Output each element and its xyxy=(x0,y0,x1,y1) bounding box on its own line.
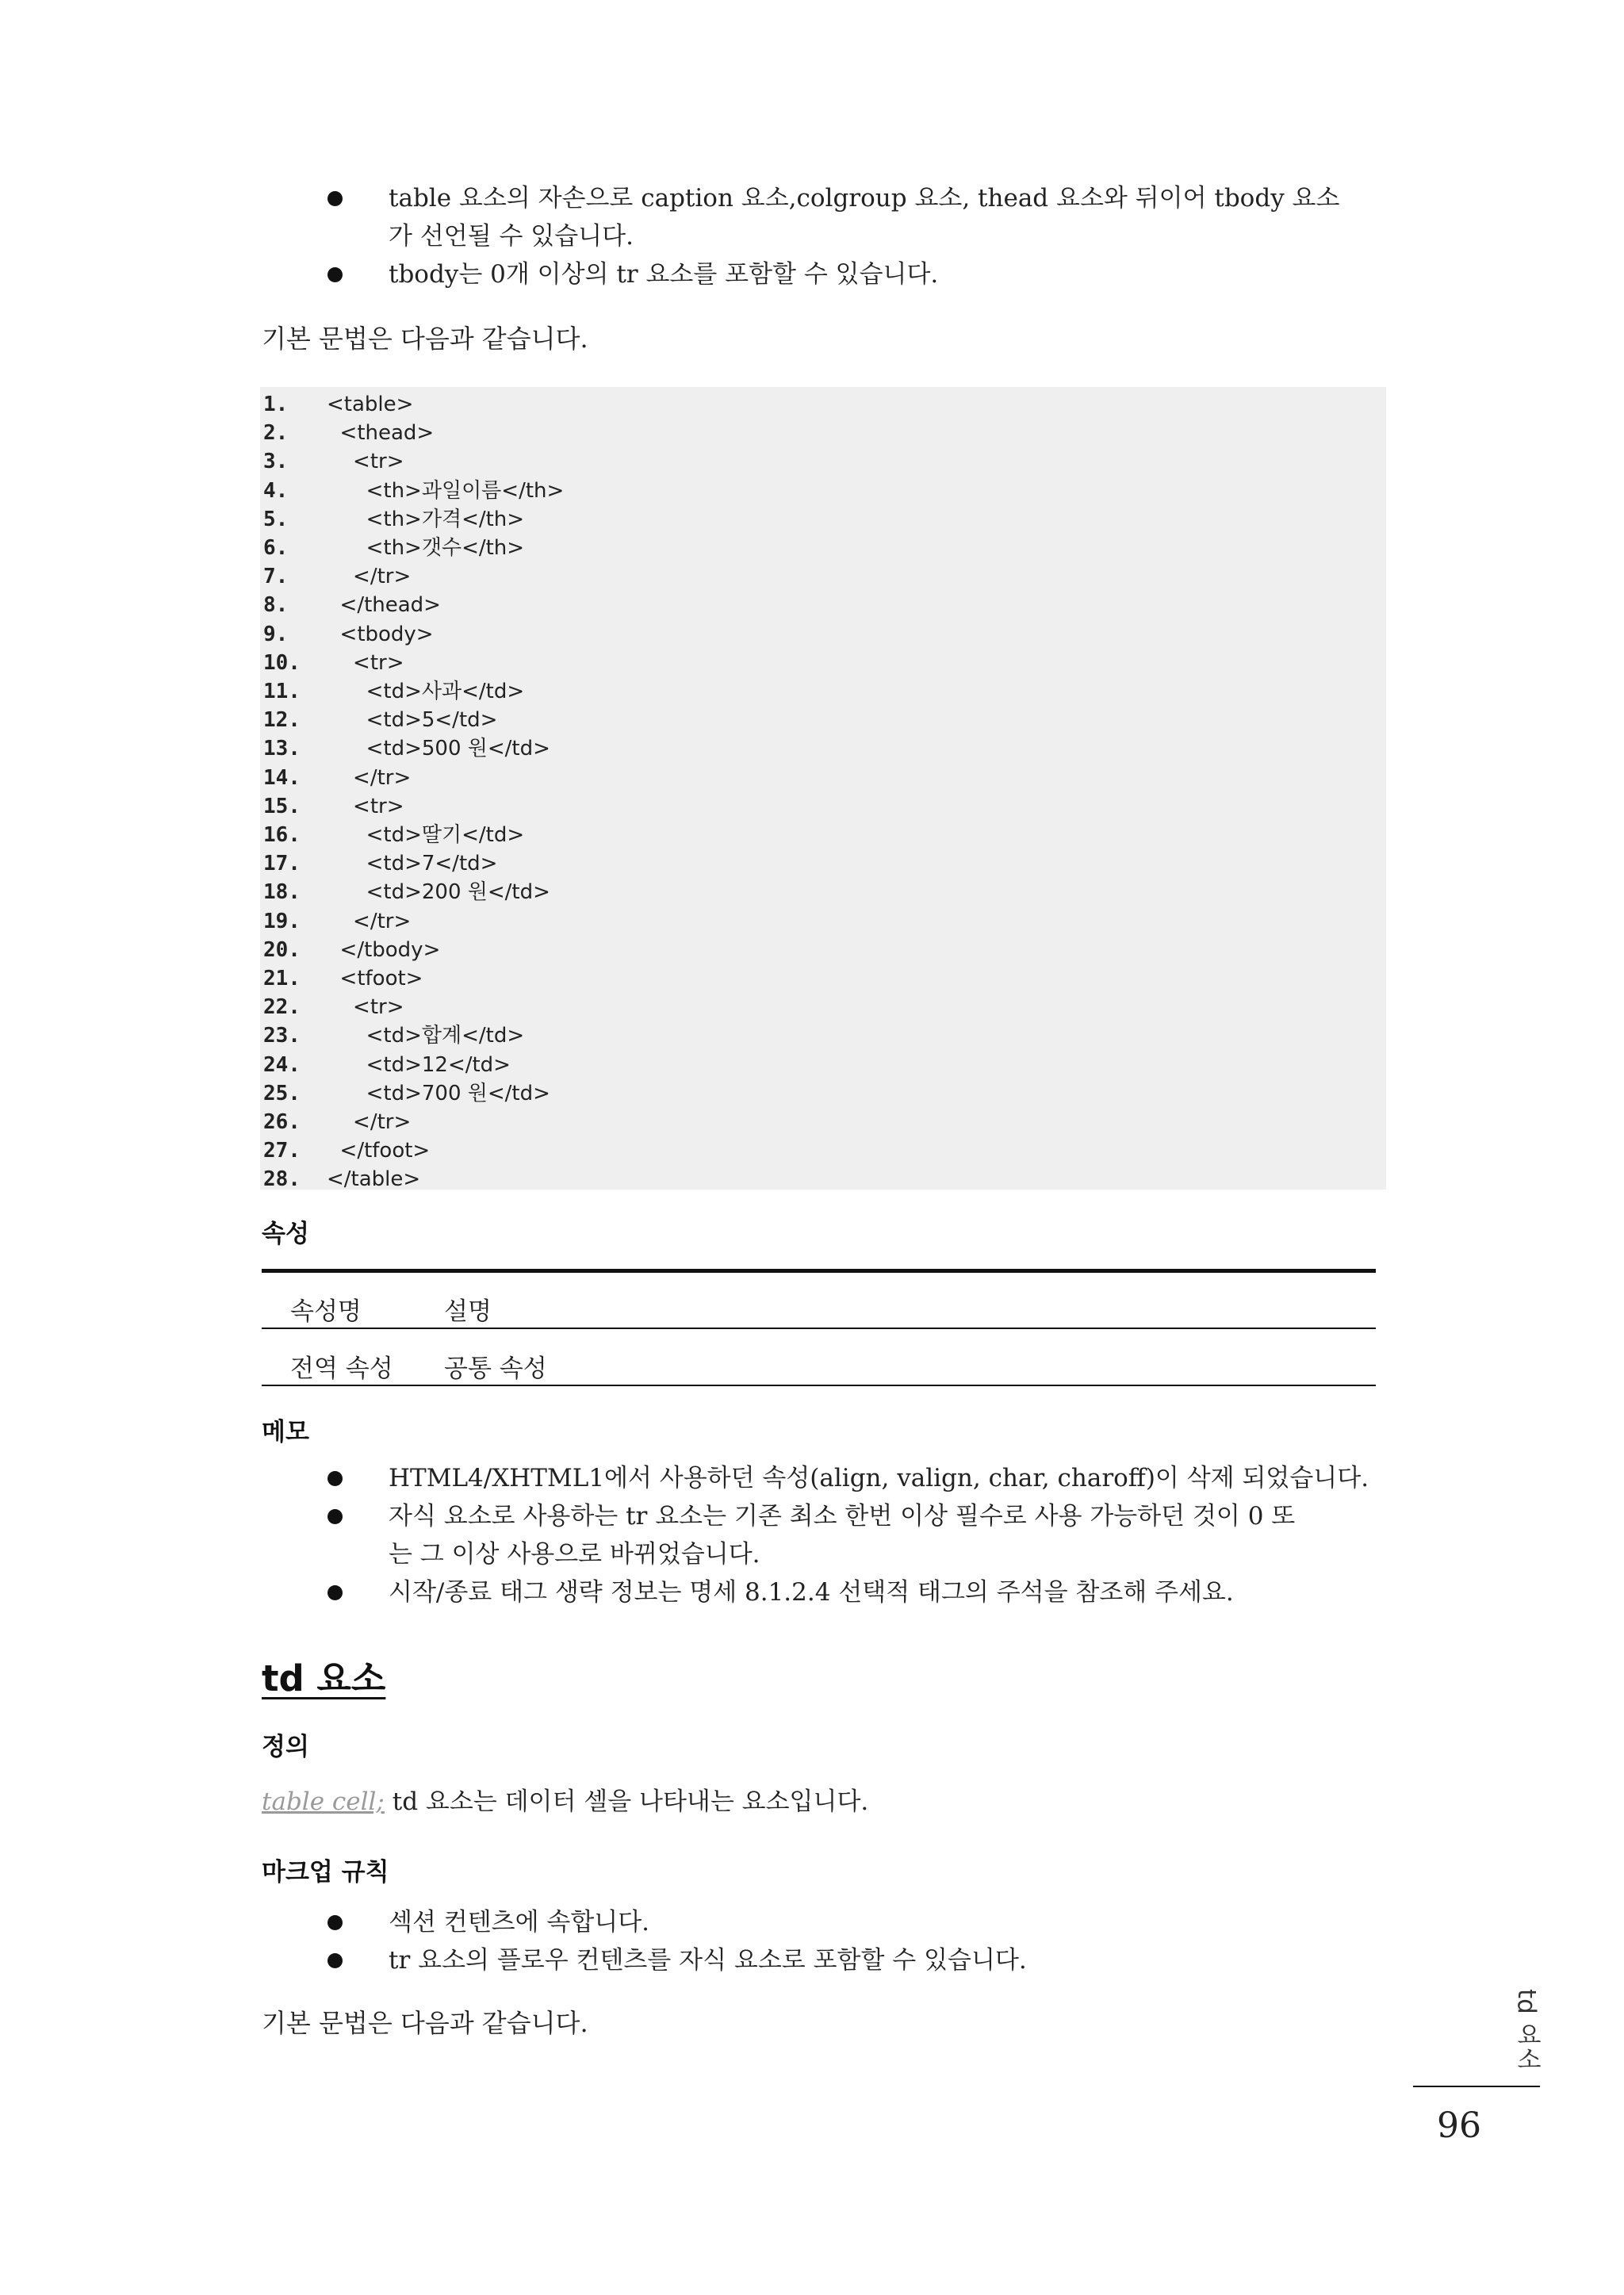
code-line-text: <tr> xyxy=(327,450,404,474)
code-line-text: <th>갯수</th> xyxy=(327,536,525,560)
code-line-number: 19. xyxy=(263,909,301,933)
side-section-label: td 요소 xyxy=(1512,1989,1541,2071)
definition-heading: 정의 xyxy=(262,1733,309,1761)
code-line xyxy=(260,1079,1386,1108)
code-line-number: 23. xyxy=(263,1024,301,1048)
code-line-number: 16. xyxy=(263,823,301,847)
code-line xyxy=(260,1165,1386,1193)
code-line-text: <td>12</td> xyxy=(327,1052,511,1077)
basic-syntax-text-2: 기본 문법은 다음과 같습니다. xyxy=(262,2008,588,2038)
code-line-text: </thead> xyxy=(327,593,441,618)
code-line-text: <tr> xyxy=(327,650,404,675)
footer-rule xyxy=(1413,2086,1540,2087)
code-line-number: 18. xyxy=(263,880,301,905)
table-header-name: 속성명 xyxy=(290,1297,362,1326)
definition-link[interactable]: table cell; xyxy=(262,1787,385,1816)
bullet-text-cont: 가 선언될 수 있습니다. xyxy=(389,222,634,251)
code-line xyxy=(260,677,1386,706)
bullet-list-top xyxy=(321,179,1380,293)
bullet-text: 섹션 컨텐츠에 속합니다. xyxy=(389,1908,650,1937)
page-number: 96 xyxy=(1437,2105,1481,2146)
code-line-number: 5. xyxy=(263,507,289,531)
code-line xyxy=(260,964,1386,993)
code-line-text: </tr> xyxy=(327,765,412,790)
code-line-number: 15. xyxy=(263,794,301,818)
code-line-text: <td>합계</td> xyxy=(327,1024,525,1048)
code-line-number: 8. xyxy=(263,593,289,618)
code-line-text: <td>700 원</td> xyxy=(327,1081,550,1105)
code-line-text: </tr> xyxy=(327,1110,412,1134)
attributes-heading: 속성 xyxy=(262,1220,309,1248)
code-line-text: <td>7</td> xyxy=(327,852,498,876)
code-line xyxy=(260,591,1386,619)
code-line-number: 7. xyxy=(263,565,289,589)
code-line-text: <td>200 원</td> xyxy=(327,880,550,905)
bullet-icon xyxy=(327,1471,343,1486)
code-line-number: 3. xyxy=(263,450,289,474)
code-line-number: 10. xyxy=(263,650,301,675)
code-line-text: <tfoot> xyxy=(327,967,423,990)
code-line-text: <thead> xyxy=(327,421,435,446)
code-line-number: 17. xyxy=(263,852,301,876)
code-line xyxy=(260,849,1386,878)
code-line-text: <th>과일이름</th> xyxy=(327,478,565,503)
code-line-number: 11. xyxy=(263,680,301,703)
memo-heading: 메모 xyxy=(262,1418,309,1446)
code-line-number: 26. xyxy=(263,1110,301,1134)
list-item xyxy=(321,255,1380,293)
bullet-text: tr 요소의 플로우 컨텐츠를 자식 요소로 포함할 수 있습니다. xyxy=(389,1946,1027,1975)
code-line-text: </tbody> xyxy=(327,937,441,962)
code-line-text: <td>5</td> xyxy=(327,708,498,733)
bullet-text: table 요소의 자손으로 caption 요소,colgroup 요소, thead 요소와 뒤이어 tbody 요소 xyxy=(389,184,1340,213)
code-line xyxy=(260,1021,1386,1050)
table-header-desc: 설명 xyxy=(444,1297,492,1326)
bullet-text: HTML4/XHTML1에서 사용하던 속성(align, valign, char, charoff)이 삭제 되었습니다. xyxy=(389,1464,1369,1492)
list-item xyxy=(321,1573,1380,1611)
code-line-text: <tr> xyxy=(327,995,404,1020)
code-line-number: 28. xyxy=(263,1167,301,1192)
bullet-text-cont: 는 그 이상 사용으로 바뀌었습니다. xyxy=(389,1540,760,1569)
code-line xyxy=(260,907,1386,936)
list-item xyxy=(321,1497,1380,1573)
code-line xyxy=(260,1108,1386,1136)
code-line-number: 21. xyxy=(263,967,301,990)
code-line xyxy=(260,620,1386,649)
bullet-text: 시작/종료 태그 생략 정보는 명세 8.1.2.4 선택적 태그의 주석을 참조해 주세요. xyxy=(389,1578,1234,1607)
code-line-number: 9. xyxy=(263,622,289,646)
code-line-number: 22. xyxy=(263,995,301,1020)
code-line xyxy=(260,821,1386,849)
list-item xyxy=(321,1459,1380,1497)
code-line xyxy=(260,993,1386,1021)
code-line xyxy=(260,792,1386,821)
definition-body: td 요소는 데이터 셀을 나타내는 요소입니다. xyxy=(384,1787,869,1816)
code-line-text: <tbody> xyxy=(327,622,434,646)
code-line xyxy=(260,477,1386,505)
code-line-text: <td>500 원</td> xyxy=(327,737,550,761)
code-line xyxy=(260,390,1386,419)
table-cell-name: 전역 속성 xyxy=(290,1354,393,1383)
code-line-number: 13. xyxy=(263,737,301,761)
bullet-icon xyxy=(327,1585,343,1600)
code-line xyxy=(260,706,1386,734)
code-line xyxy=(260,447,1386,476)
bullet-list-memo xyxy=(321,1459,1380,1611)
bullet-text: tbody는 0개 이상의 tr 요소를 포함할 수 있습니다. xyxy=(389,260,939,289)
code-line-text: </tr> xyxy=(327,565,412,589)
section-title: td 요소 xyxy=(262,1657,386,1699)
list-item xyxy=(321,1941,1380,1979)
code-line xyxy=(260,505,1386,534)
code-line xyxy=(260,419,1386,447)
code-line xyxy=(260,1051,1386,1079)
code-line-number: 25. xyxy=(263,1081,301,1105)
bullet-icon xyxy=(327,1953,343,1968)
definition-text xyxy=(262,1781,868,1817)
code-line-number: 6. xyxy=(263,536,289,560)
list-item xyxy=(321,1903,1380,1941)
code-line xyxy=(260,562,1386,591)
code-line-text: </table> xyxy=(327,1167,421,1192)
code-line-number: 14. xyxy=(263,765,301,790)
code-line xyxy=(260,534,1386,562)
table-bottom-rule xyxy=(262,1385,1376,1386)
code-line-text: <td>딸기</td> xyxy=(327,823,525,847)
basic-syntax-text: 기본 문법은 다음과 같습니다. xyxy=(262,324,588,354)
markup-heading: 마크업 규칙 xyxy=(262,1858,389,1887)
bullet-icon xyxy=(327,191,343,206)
code-line-text: <td>사과</td> xyxy=(327,680,525,703)
code-line-number: 20. xyxy=(263,937,301,962)
table-header-rule xyxy=(262,1328,1376,1329)
code-line xyxy=(260,649,1386,677)
code-line-text: </tr> xyxy=(327,909,412,933)
code-line-number: 2. xyxy=(263,421,289,446)
code-line-text: <tr> xyxy=(327,794,404,818)
table-top-rule xyxy=(262,1269,1376,1273)
code-line xyxy=(260,878,1386,906)
code-line-number: 24. xyxy=(263,1052,301,1077)
bullet-text: 자식 요소로 사용하는 tr 요소는 기존 최소 한번 이상 필수로 사용 가능하던 것이 0 또 xyxy=(389,1502,1296,1531)
code-line-text: <th>가격</th> xyxy=(327,507,525,531)
code-line xyxy=(260,936,1386,964)
list-item xyxy=(321,179,1380,255)
code-line-number: 12. xyxy=(263,708,301,733)
bullet-icon xyxy=(327,1915,343,1930)
bullet-icon xyxy=(327,267,343,282)
code-line xyxy=(260,1136,1386,1165)
code-line-number: 1. xyxy=(263,393,289,416)
code-line xyxy=(260,764,1386,792)
code-line-text: <table> xyxy=(327,393,414,416)
code-line xyxy=(260,734,1386,763)
code-block xyxy=(260,387,1386,1190)
code-line-text: </tfoot> xyxy=(327,1139,431,1163)
table-cell-desc: 공통 속성 xyxy=(444,1354,547,1383)
code-line-number: 27. xyxy=(263,1139,301,1163)
bullet-icon xyxy=(327,1509,343,1524)
code-line-number: 4. xyxy=(263,478,289,503)
bullet-list-markup xyxy=(321,1903,1380,1979)
